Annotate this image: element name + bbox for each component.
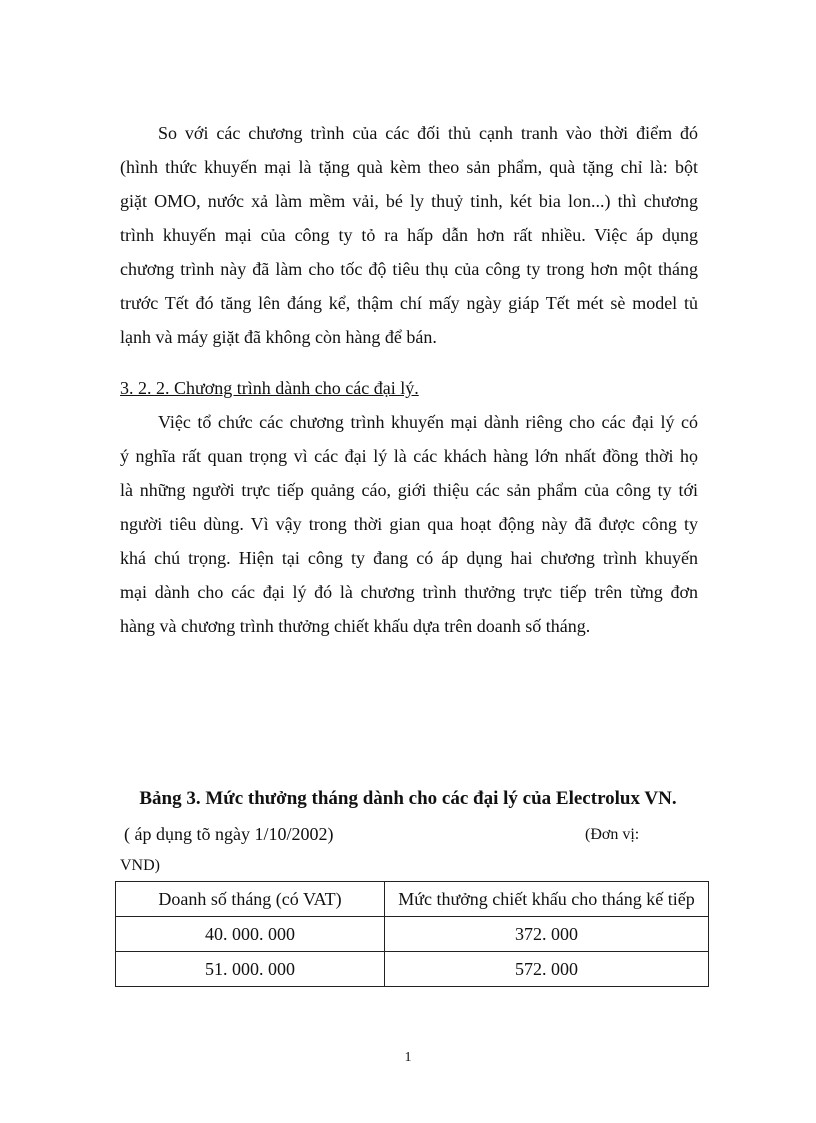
paragraph-line: (hình thức khuyến mại là tặng quà kèm theo sản phẩm, quà tặng chỉ là: bột: [120, 157, 698, 177]
reward-table: [115, 881, 709, 987]
table-cell: 40. 000. 000: [116, 917, 385, 952]
unit-label: (Đơn vị:: [585, 826, 640, 843]
paragraph-line: trước Tết đó tăng lên đáng kể, thậm chí mấy ngày giáp Tết mét sè model tủ: [120, 293, 698, 313]
table-subtitle: ( áp dụng tõ ngày 1/10/2002): [124, 824, 334, 844]
paragraph-competitor-comparison: [120, 116, 698, 354]
table-cell: 372. 000: [385, 917, 709, 952]
paragraph-line: khá chú trọng. Hiện tại công ty đang có áp dụng hai chương trình khuyến: [120, 548, 698, 568]
paragraph-line: So với các chương trình của các đối thủ cạnh tranh vào thời điểm đó: [158, 123, 698, 143]
paragraph-line: lạnh và máy giặt đã không còn hàng để bán.: [120, 327, 437, 347]
paragraph-line: là những người trực tiếp quảng cáo, giới thiệu các sản phẩm của công ty tới: [120, 480, 698, 500]
table-cell: 51. 000. 000: [116, 952, 385, 987]
table-row: [116, 952, 709, 987]
table-header-row: [116, 882, 709, 917]
unit-label-continued: VND): [120, 857, 160, 874]
paragraph-line: trình khuyến mại của công ty tỏ ra hấp dẫn hơn rất nhiều. Việc áp dụng: [120, 225, 698, 245]
paragraph-line: hàng và chương trình thưởng chiết khấu dựa trên doanh số tháng.: [120, 616, 591, 636]
paragraph-line: chương trình này đã làm cho tốc độ tiêu thụ của công ty trong hơn một tháng: [120, 259, 698, 279]
paragraph-dealer-programs: [120, 405, 698, 643]
section-heading: 3. 2. 2. Chương trình dành cho các đại lý.: [120, 378, 419, 398]
table-cell: 572. 000: [385, 952, 709, 987]
paragraph-line: mại dành cho các đại lý đó là chương trình thưởng trực tiếp trên từng đơn: [120, 582, 698, 602]
paragraph-line: giặt OMO, nước xả làm mềm vải, bé ly thuỷ tinh, két bia lon...) thì chương: [120, 191, 698, 211]
table-header-cell: Mức thưởng chiết khấu cho tháng kế tiếp: [385, 882, 709, 917]
paragraph-line: ý nghĩa rất quan trọng vì các đại lý là các khách hàng lớn nhất đồng thời họ: [120, 446, 698, 466]
table-header-cell: Doanh số tháng (có VAT): [116, 882, 385, 917]
page-number: 1: [404, 1050, 412, 1065]
table-row: [116, 917, 709, 952]
table-title: Bảng 3. Mức thưởng tháng dành cho các đại lý của Electrolux VN.: [139, 788, 677, 809]
paragraph-line: người tiêu dùng. Vì vậy trong thời gian qua hoạt động này đã được công ty: [120, 514, 698, 534]
paragraph-line: Việc tổ chức các chương trình khuyến mại dành riêng cho các đại lý có: [158, 412, 698, 432]
